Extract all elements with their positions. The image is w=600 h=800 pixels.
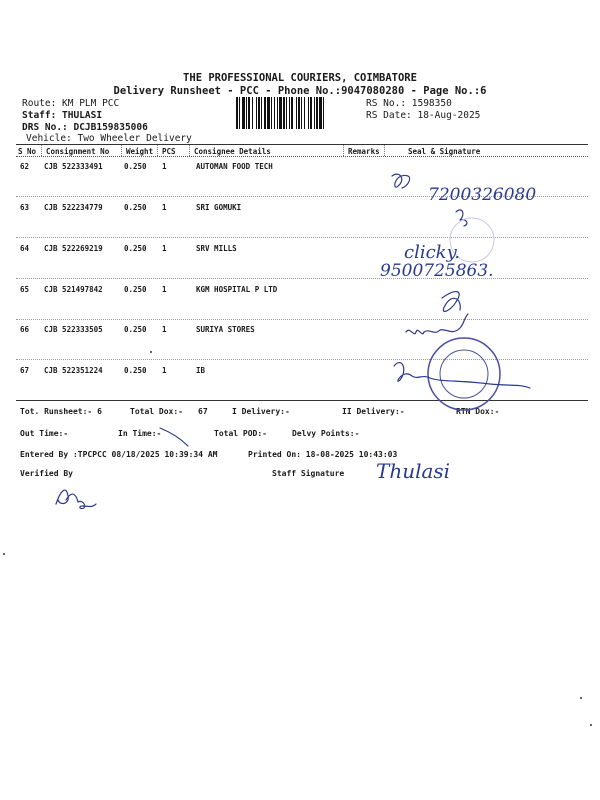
col-sno: S No [18,147,37,156]
row-consignment: CJB 522333491 [44,162,103,171]
row-consignment: CJB 522333505 [44,325,103,334]
staff-label: Staff: THULASI [22,110,103,121]
row-pcs: 1 [162,162,167,171]
total-dox-label: Total Dox:- [130,407,183,416]
total-dox-value: 67 [198,407,208,416]
handwritten-clicky: clicky. [404,242,461,263]
row-pcs: 1 [162,203,167,212]
signature-scribble [392,174,410,188]
row-pcs: 1 [162,285,167,294]
handwritten-phone-1: 7200326080 [428,185,537,205]
signature-scribble [406,314,468,334]
rtn-dox: RTN Dox:- [456,407,500,416]
in-time: In Time:- [118,429,162,438]
row-consignee: SRI GOMUKI [196,203,242,212]
col-weight: Weight [126,147,154,156]
row-pcs: 1 [162,325,167,334]
tot-runsheet: Tot. Runsheet:- 6 [20,407,102,416]
handwritten-phone-2: 9500725863. [380,261,494,281]
scan-speck [150,351,152,353]
row-sno: 67 [20,366,30,375]
col-remarks: Remarks [348,147,380,156]
row-pcs: 1 [162,366,167,375]
slash-mark [160,428,188,446]
col-consignment: Consignment No [46,147,110,156]
row-sno: 65 [20,285,30,294]
row-sno: 66 [20,325,30,334]
col-consignee: Consignee Details [194,147,271,156]
row-pcs: 1 [162,244,167,253]
row-consignee: KGM HOSPITAL P LTD [196,285,278,294]
col-signature: Seal & Signature [408,147,481,156]
row-weight: 0.250 [124,325,147,334]
out-time: Out Time:- [20,429,69,438]
row-consignee: SRV MILLS [196,244,237,253]
scan-speck [590,724,592,726]
verified-signature [56,490,96,508]
printed-on: Printed On: 18-08-2025 10:43:03 [248,450,398,459]
bank-seal-stamp [428,338,500,410]
runsheet-subtitle: Delivery Runsheet - PCC - Phone No.:9047080280 - Page No.:6 [113,85,487,97]
company-title: THE PROFESSIONAL COURIERS, COIMBATORE [183,72,417,84]
scan-speck [580,697,582,699]
entered-by: Entered By :TPCPCC 08/18/2025 10:39:34 AM [20,450,218,459]
col-pcs: PCS [162,147,176,156]
signature-scribble [442,292,460,312]
row-consignee: AUTOMAN FOOD TECH [196,162,273,171]
staff-signature-label: Staff Signature [272,469,345,478]
staff-signature-ink: Thulasi [376,459,451,483]
row-consignment: CJB 522234779 [44,203,103,212]
verified-by: Verified By [20,469,73,478]
row-consignee: SURIYA STORES [196,325,255,334]
scan-speck [3,553,5,555]
row-consignment: CJB 522269219 [44,244,103,253]
rs-date: RS Date: 18-Aug-2025 [366,110,481,121]
bank-seal-inner [440,350,488,398]
row-weight: 0.250 [124,366,147,375]
row-sno: 63 [20,203,30,212]
row-sno: 64 [20,244,30,253]
delvy-points: Delvy Points:- [292,429,360,438]
i-delivery: I Delivery:- [232,407,290,416]
route-label: Route: KM PLM PCC [22,98,120,109]
row-consignment: CJB 522351224 [44,366,103,375]
row-weight: 0.250 [124,203,147,212]
row-consignee: IB [196,366,206,375]
ii-delivery: II Delivery:- [342,407,405,416]
drs-number: DRS No.: DCJB159835006 [22,122,148,133]
row-weight: 0.250 [124,285,147,294]
row-weight: 0.250 [124,162,147,171]
row-weight: 0.250 [124,244,147,253]
row-consignment: CJB 521497842 [44,285,103,294]
rs-number: RS No.: 1598350 [366,98,452,109]
row-sno: 62 [20,162,30,171]
signature-scribble [394,363,530,388]
total-pod: Total POD:- [214,429,267,438]
vehicle-label: Vehicle: Two Wheeler Delivery [26,133,192,144]
